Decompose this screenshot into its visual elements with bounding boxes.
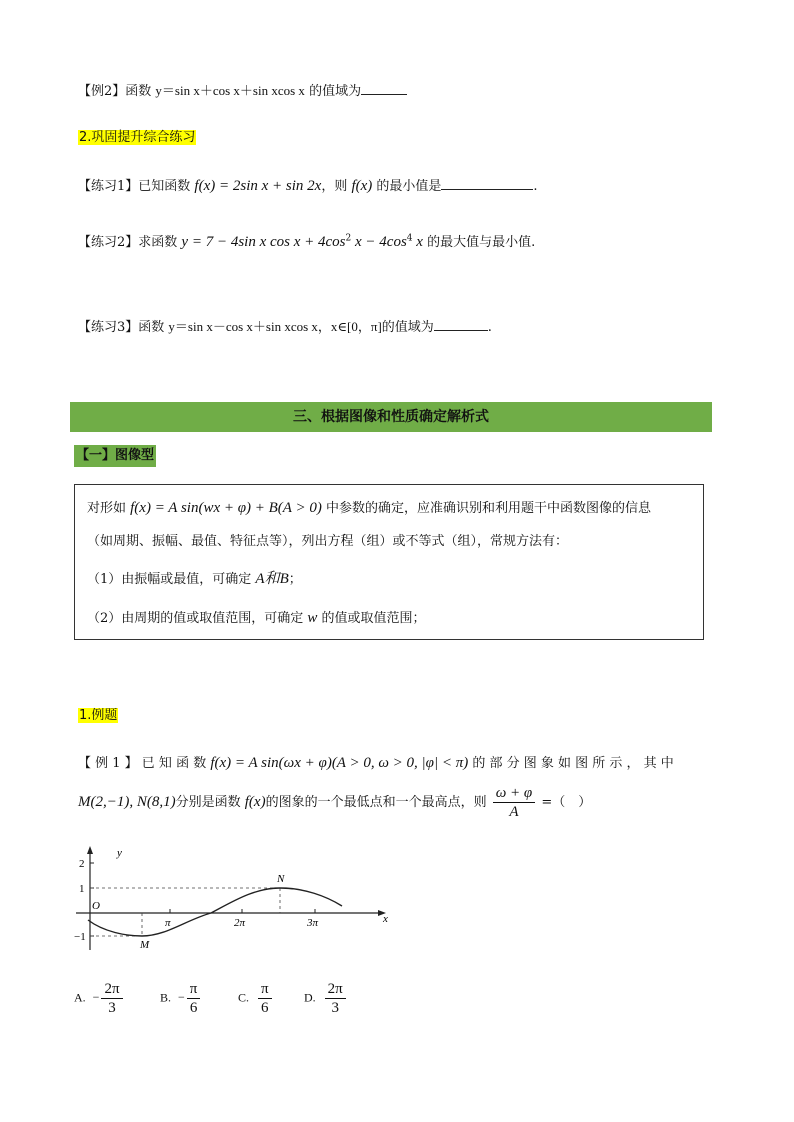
x-tick-label-3pi: 3π	[307, 917, 319, 929]
practice-3	[78, 316, 492, 335]
fraction-denominator: 3	[331, 1000, 339, 1016]
option-d-fraction	[325, 980, 346, 1017]
example-1-question-end: =（ ）	[537, 795, 592, 810]
fraction-denominator: 6	[189, 1000, 198, 1016]
y-axis-arrow	[87, 846, 93, 854]
fraction-numerator: ω + φ	[493, 784, 536, 803]
method-step-2-end: 的值或取值范围；	[317, 611, 426, 626]
method-step-2-formula: w	[307, 610, 318, 626]
option-b-fraction	[187, 980, 201, 1017]
fraction-numerator: π	[187, 980, 201, 999]
practice-1-period: .	[533, 179, 538, 194]
method-text: 对形如	[87, 501, 131, 516]
option-c-label: C.	[238, 990, 250, 1005]
y-tick-label-2: 2	[79, 858, 85, 870]
option-a-fraction	[101, 980, 122, 1017]
practice-1-text-2: ，则	[321, 179, 352, 194]
sine-graph	[74, 840, 394, 955]
practice-1-label: 【练习1】	[78, 179, 139, 194]
example-2-text: 函数	[125, 84, 156, 99]
method-step-1: （1）由振幅或最值，可确定	[87, 572, 256, 587]
practice-1-formula: f(x) = 2sin x + sin 2x	[194, 178, 322, 194]
example-2-formula: y＝sin x＋cos x＋sin xcos x	[155, 83, 305, 98]
answer-blank[interactable]	[361, 82, 407, 95]
method-line-1	[87, 497, 651, 517]
fraction-numerator: 2π	[325, 980, 346, 999]
answer-blank[interactable]	[441, 177, 533, 190]
option-a-sign: −	[92, 990, 100, 1005]
y-tick-label-1: 1	[79, 883, 85, 895]
example-1-text-2: 分别是函数	[175, 795, 245, 810]
option-a-label: A.	[74, 990, 86, 1005]
chapter-banner: 三、根据图像和性质确定解析式	[70, 402, 712, 432]
section-heading-consolidation	[78, 126, 196, 145]
option-d[interactable]	[304, 980, 348, 1017]
x-tick-label-pi: π	[165, 917, 171, 929]
option-c-fraction	[258, 980, 272, 1017]
practice-2	[78, 231, 535, 251]
practice-3-label: 【练习3】	[78, 320, 139, 335]
example-1-points: M(2,−1), N(8,1)	[78, 794, 176, 810]
practice-3-period: .	[487, 320, 492, 335]
practice-1-formula-2: f(x)	[351, 178, 373, 194]
x-tick-label-2pi: 2π	[234, 917, 246, 929]
x-axis-label: x	[383, 913, 388, 925]
example-2	[78, 80, 407, 99]
method-formula: f(x) = A sin(wx + φ) + B(A > 0)	[130, 500, 322, 516]
y-tick-label-neg1: −1	[74, 931, 86, 943]
section-heading-text: 2.巩固提升综合练习	[79, 130, 196, 145]
example-1-fx: f(x)	[244, 794, 266, 810]
option-b-label: B.	[160, 990, 172, 1005]
example-1-line-2	[78, 784, 591, 821]
practice-2-formula-a: y = 7 − 4sin x cos x + 4cos	[181, 234, 346, 250]
practice-2-exp-2: 4	[406, 233, 413, 244]
practice-2-exp-1: 2	[345, 233, 352, 244]
answer-blank[interactable]	[434, 318, 488, 331]
practice-1-text-3: 的最小值是	[372, 179, 442, 194]
example-2-text-end: 的值域为	[304, 84, 362, 99]
fraction-denominator: 6	[261, 1000, 269, 1016]
sine-curve	[88, 888, 342, 936]
origin-label: O	[92, 900, 100, 912]
practice-2-formula-c: x	[412, 234, 423, 250]
option-c[interactable]	[238, 980, 274, 1017]
example-1-line-1	[78, 752, 674, 772]
y-axis-label: y	[117, 847, 122, 859]
method-text-2: 中参数的确定，应准确识别和利用题干中函数图像的信息	[321, 501, 651, 516]
practice-3-text-end: 的值域为	[381, 320, 434, 335]
example-1-formula: f(x) = A sin(ωx + φ)(A > 0, ω > 0, |φ| < π)	[210, 755, 469, 771]
practice-3-text: 函数	[138, 320, 169, 335]
method-step-1-end: ；	[288, 572, 302, 587]
section-heading-examples	[78, 704, 118, 723]
option-d-label: D.	[304, 990, 316, 1005]
option-b[interactable]	[160, 980, 202, 1017]
point-m-label: M	[140, 939, 150, 951]
example-1-fraction	[493, 784, 536, 821]
method-line-3	[87, 567, 302, 588]
fraction-numerator: π	[258, 980, 272, 999]
method-line-4	[87, 607, 426, 627]
point-n-label: N	[277, 873, 285, 885]
practice-2-text: 求函数	[138, 235, 182, 250]
example-2-label: 【例2】	[78, 84, 126, 99]
fraction-numerator: 2π	[101, 980, 122, 999]
example-1-text: 的 部 分 图 象 如 图 所 示 ， 其 中	[468, 756, 674, 771]
practice-2-text-end: 的最大值与最小值.	[422, 235, 536, 250]
method-line-2: （如周期、振幅、最值、特征点等），列出方程（组）或不等式（组），常规方法有：	[87, 534, 569, 549]
method-box	[74, 484, 704, 640]
practice-2-label: 【练习2】	[78, 235, 139, 250]
practice-3-formula: y＝sin x－cos x＋sin xcos x，x∈[0，π]	[168, 319, 382, 334]
option-b-sign: −	[178, 990, 185, 1005]
example-1-text-3: 的图象的一个最低点和一个最高点，则	[265, 795, 491, 810]
subsection-tag: 【一】图像型	[74, 445, 156, 467]
practice-1-text: 已知函数	[138, 179, 195, 194]
practice-2-formula-b: x − 4cos	[351, 234, 407, 250]
fraction-denominator: 3	[108, 1000, 116, 1016]
method-step-2: （2）由周期的值或取值范围，可确定	[87, 611, 308, 626]
fraction-denominator: A	[509, 804, 519, 820]
practice-1	[78, 175, 538, 195]
method-step-1-formula: A和B	[255, 571, 289, 587]
example-1-label: 【 例 1 】 已 知 函 数	[78, 756, 211, 771]
section-heading-text: 1.例题	[79, 708, 118, 723]
option-a[interactable]	[74, 980, 125, 1017]
